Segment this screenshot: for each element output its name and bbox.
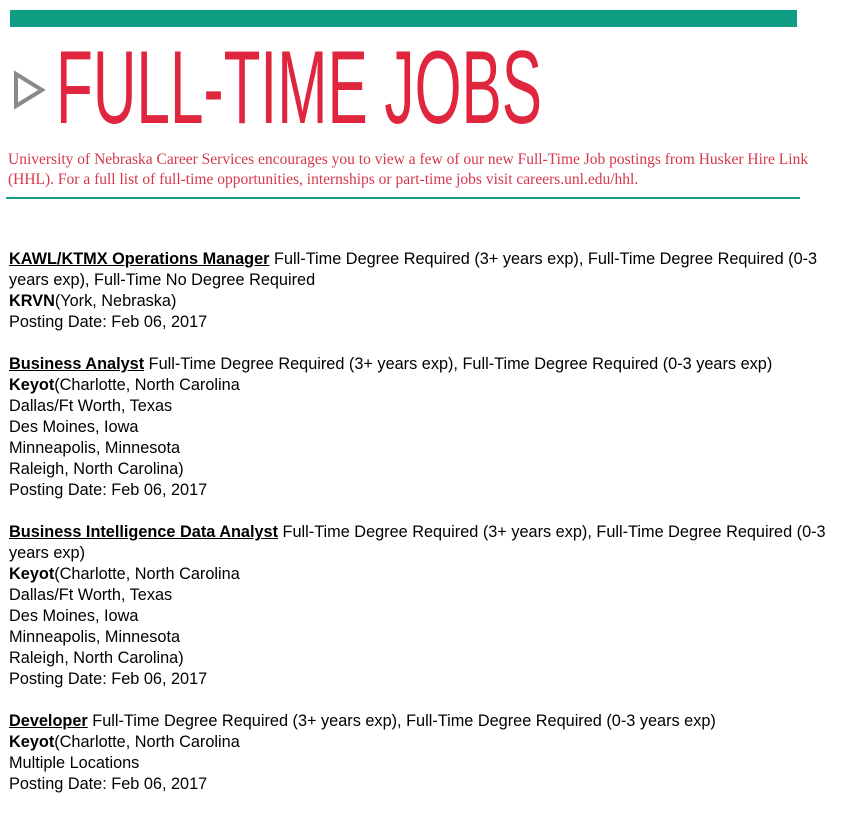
job-title-link[interactable]: KAWL/KTMX Operations Manager (9, 250, 270, 268)
job-location: Dallas/Ft Worth, Texas (9, 397, 173, 415)
job-location: Multiple Locations (9, 754, 140, 772)
posting-date: Posting Date: Feb 06, 2017 (9, 313, 208, 331)
job-heading (9, 711, 844, 732)
job-heading (9, 522, 844, 564)
posting-date: Posting Date: Feb 06, 2017 (9, 775, 208, 793)
job-posting (9, 711, 844, 795)
top-accent-bar (10, 10, 797, 27)
job-location-line (9, 291, 844, 312)
job-types: Full-Time Degree Required (3+ years exp), Full-Time Degree Required (0-3 years exp) (87, 712, 716, 730)
job-location: Minneapolis, Minnesota (9, 439, 181, 457)
play-triangle-icon (12, 70, 46, 110)
company-name: KRVN (9, 292, 55, 310)
job-types: Full-Time Degree Required (3+ years exp), Full-Time Degree Required (0-3 years exp) (9, 523, 826, 562)
job-title-link[interactable]: Business Intelligence Data Analyst (9, 523, 279, 541)
job-types: Full-Time Degree Required (3+ years exp), Full-Time Degree Required (0-3 years exp), Full-Time No Degree Required (9, 250, 818, 289)
company-name: Keyot (9, 733, 55, 751)
job-location-line (9, 375, 844, 396)
job-location: Raleigh, North Carolina) (9, 649, 184, 667)
company-name: Keyot (9, 565, 55, 583)
job-heading (9, 354, 844, 375)
job-posting (9, 354, 844, 501)
job-heading (9, 249, 844, 291)
job-location: Des Moines, Iowa (9, 418, 139, 436)
posting-date: Posting Date: Feb 06, 2017 (9, 670, 208, 688)
intro-text: University of Nebraska Career Services encourages you to view a few of our new Full-Time Job postings from Husker Hire Link (HHL). For a full list of full-time opportunities, internships or part-time jobs visit careers.unl.edu/hhl. (8, 151, 809, 188)
job-location: (Charlotte, North Carolina (54, 733, 240, 751)
job-location: (Charlotte, North Carolina (54, 565, 240, 583)
job-types: Full-Time Degree Required (3+ years exp), Full-Time Degree Required (0-3 years exp) (144, 355, 773, 373)
job-title-link[interactable]: Business Analyst (9, 355, 145, 373)
job-location: (Charlotte, North Carolina (54, 376, 240, 394)
divider (6, 197, 800, 199)
job-location: Dallas/Ft Worth, Texas (9, 586, 173, 604)
job-posting (9, 522, 844, 690)
job-list (9, 249, 844, 816)
banner-title: FULL-TIME JOBS (56, 30, 542, 146)
job-posting (9, 249, 844, 333)
job-location: Minneapolis, Minnesota (9, 628, 181, 646)
job-location: Raleigh, North Carolina) (9, 460, 184, 478)
job-location: Des Moines, Iowa (9, 607, 139, 625)
job-location-line (9, 732, 844, 753)
job-location-line (9, 564, 844, 585)
job-title-link[interactable]: Developer (9, 712, 88, 730)
posting-date: Posting Date: Feb 06, 2017 (9, 481, 208, 499)
job-location: (York, Nebraska) (54, 292, 177, 310)
company-name: Keyot (9, 376, 55, 394)
